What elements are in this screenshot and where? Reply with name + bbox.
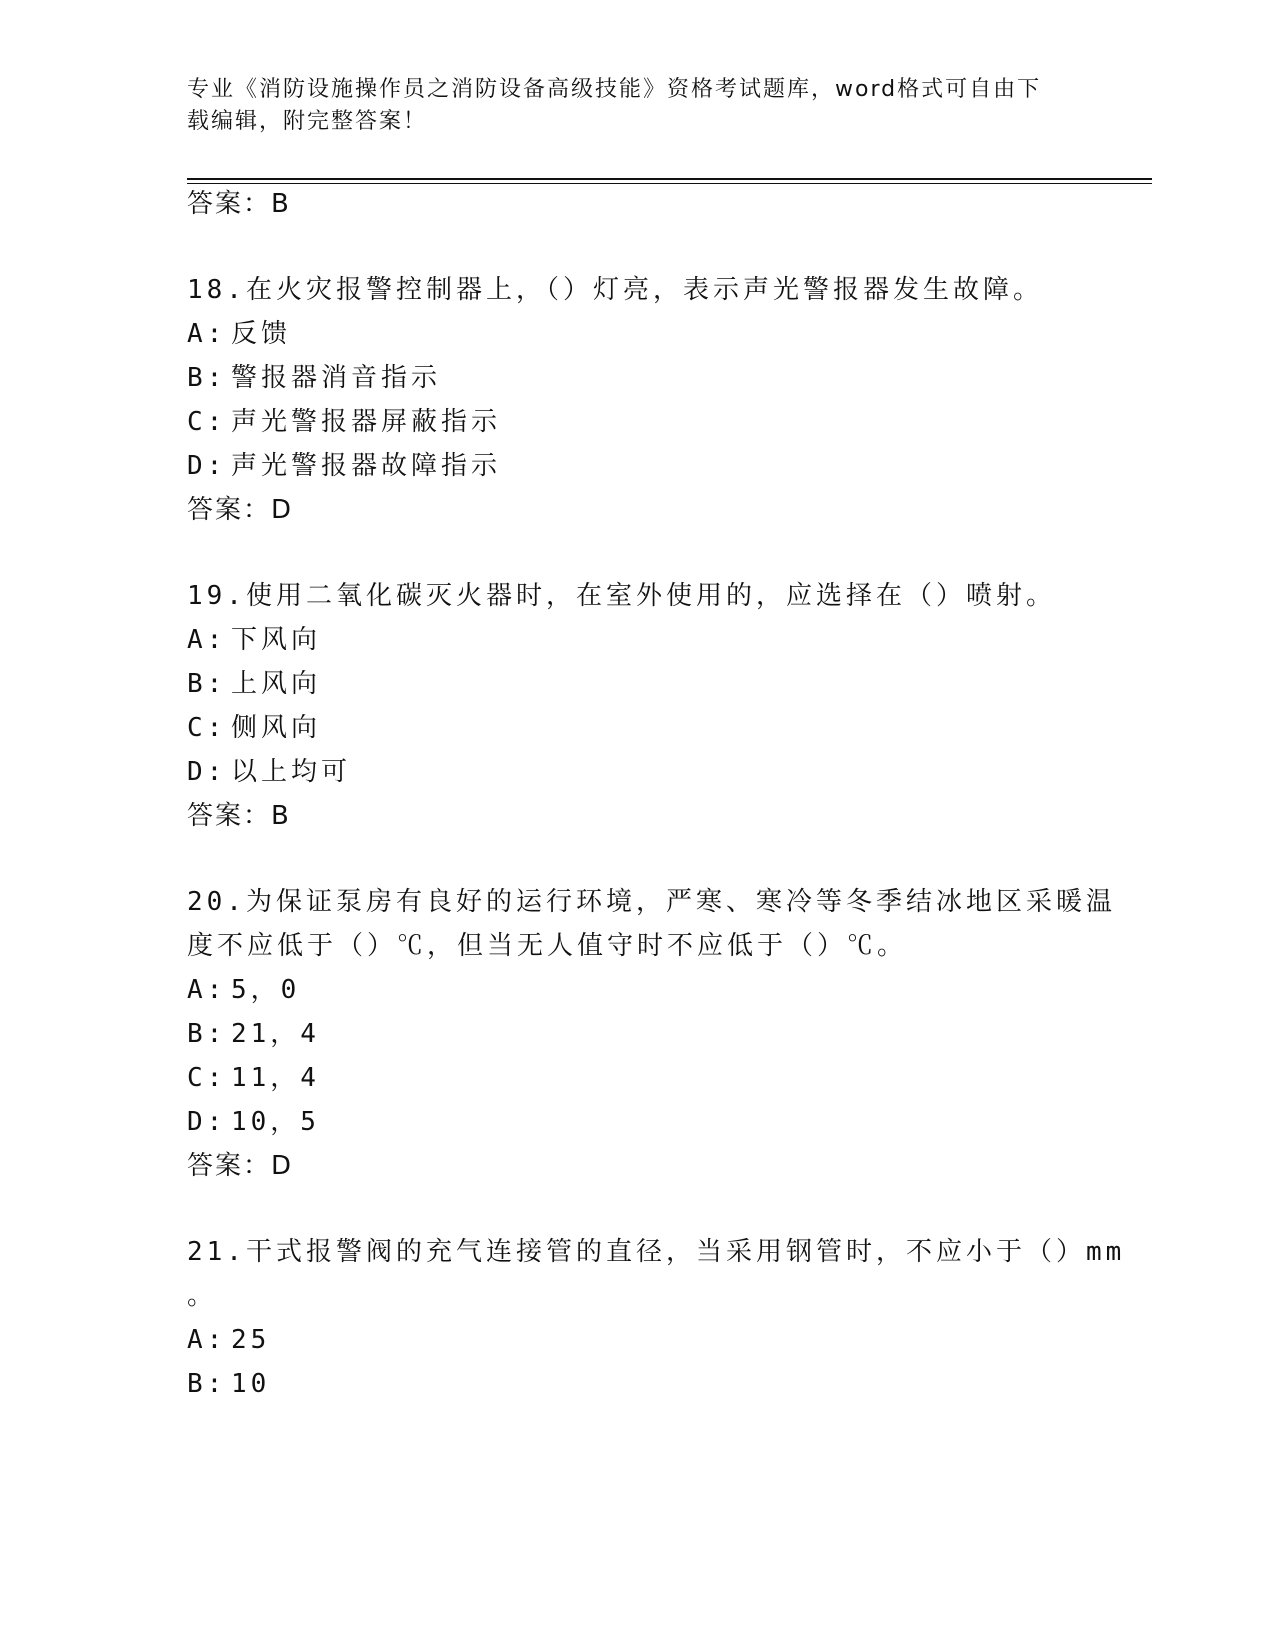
option-key: C: [187,407,227,437]
header-divider-thin [187,183,1152,184]
option-text: 警报器消音指示 [231,363,442,393]
option-text: 25 [231,1325,271,1355]
answer-19: 答案：B [187,801,291,831]
option-key: B: [187,1019,227,1049]
question-18-option-c [187,405,501,439]
option-text: 反馈 [231,319,292,349]
question-20-option-a [187,973,300,1007]
option-text: 下风向 [231,625,322,655]
question-21-option-b [187,1367,270,1401]
option-text: 10 [231,1369,271,1399]
option-key: A: [187,319,227,349]
question-20-stem-line-2: 度不应低于（）℃，但当无人值守时不应低于（）℃。 [187,931,908,961]
option-text: 侧风向 [231,713,322,743]
option-text: 声光警报器故障指示 [231,451,502,481]
option-text: 声光警报器屏蔽指示 [231,407,502,437]
option-key: B: [187,363,227,393]
option-text: 以上均可 [231,757,352,787]
question-20-option-b [187,1017,320,1051]
option-key: B: [187,669,227,699]
question-18-option-d [187,449,501,483]
header-divider-thick [187,178,1152,180]
option-text: 上风向 [231,669,322,699]
option-key: D: [187,1107,227,1137]
option-text: 5，0 [231,975,301,1005]
option-text: 11，4 [231,1063,320,1093]
answer-20: 答案：D [187,1151,294,1181]
answer-18: 答案：D [187,495,294,525]
option-text: 10，5 [231,1107,320,1137]
question-18-option-a [187,317,291,351]
question-19-option-a [187,623,321,657]
question-19-option-c [187,711,321,745]
option-key: A: [187,1325,227,1355]
question-21-stem-line-2: 。 [187,1281,218,1311]
question-18-stem: 18.在火灾报警控制器上，（）灯亮，表示声光警报器发生故障。 [187,275,1043,305]
option-key: D: [187,757,227,787]
document-header [187,74,1067,138]
question-20-stem-line-1: 20.为保证泵房有良好的运行环境，严寒、寒冷等冬季结冰地区采暖温 [187,887,1116,917]
option-key: A: [187,625,227,655]
question-18-option-b [187,361,441,395]
option-key: A: [187,975,227,1005]
question-21-stem-line-1: 21.干式报警阀的充气连接管的直径，当采用钢管时，不应小于（）mm [187,1237,1126,1267]
option-key: D: [187,451,227,481]
question-19-option-b [187,667,321,701]
option-text: 21，4 [231,1019,320,1049]
option-key: C: [187,1063,227,1093]
option-key: B: [187,1369,227,1399]
question-21-option-a [187,1323,270,1357]
question-19-stem: 19.使用二氧化碳灭火器时，在室外使用的，应选择在（）喷射。 [187,581,1056,611]
header-line-2: 载编辑，附完整答案！ [187,109,428,134]
option-key: C: [187,713,227,743]
question-20-option-d [187,1105,320,1139]
header-line-1: 专业《消防设施操作员之消防设备高级技能》资格考试题库，word格式可自由下 [187,77,1042,102]
answer-17: 答案：B [187,189,291,219]
question-19-option-d [187,755,351,789]
question-20-option-c [187,1061,320,1095]
